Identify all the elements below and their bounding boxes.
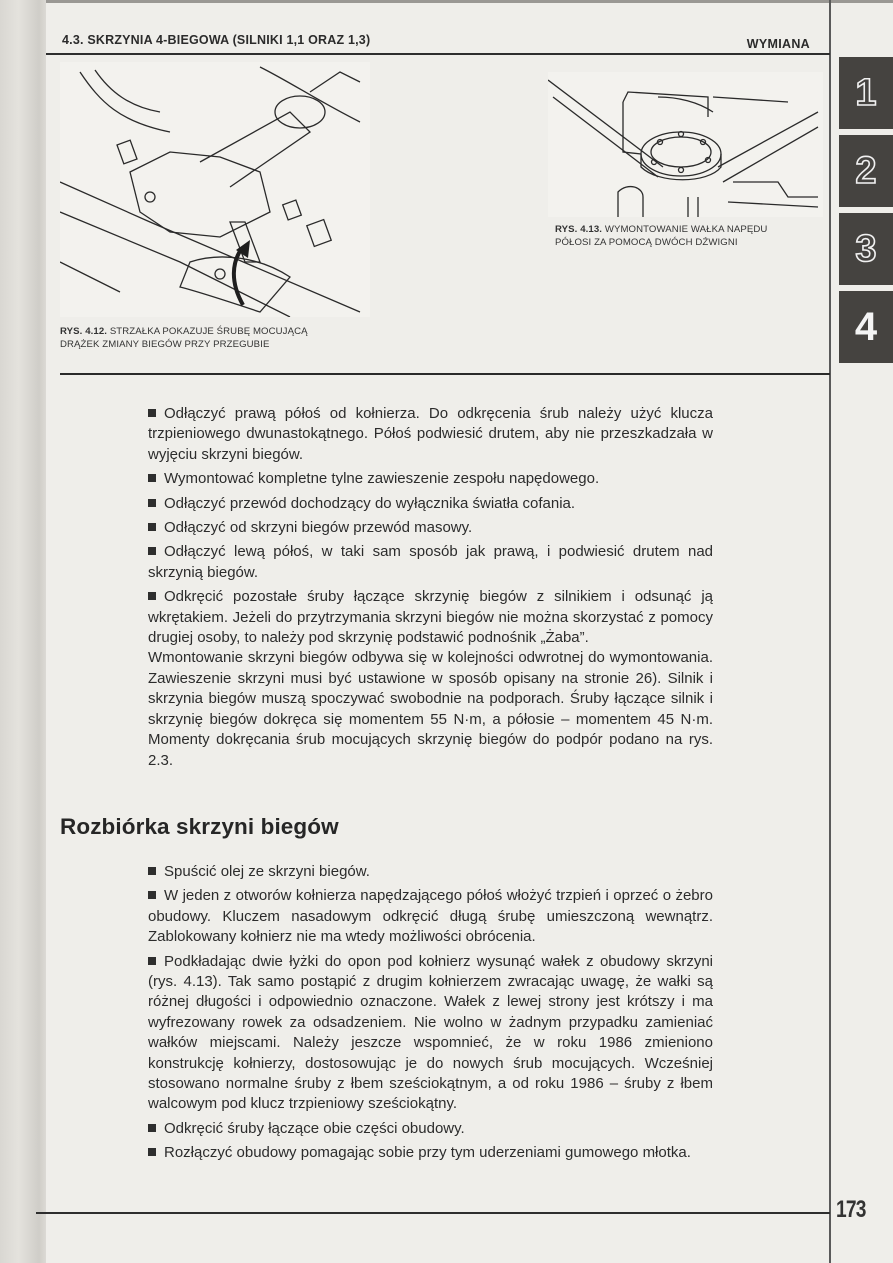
- caption-line: STRZAŁKA POKAZUJE ŚRUBĘ MOCUJĄCĄ: [109, 326, 308, 337]
- figure-4-12-caption: [60, 325, 308, 351]
- drive-shaft-levers-drawing-icon: [548, 72, 823, 217]
- chapter-tabs: [839, 57, 893, 369]
- figures-divider: [60, 373, 830, 375]
- header-divider: [46, 53, 830, 55]
- step-item: [148, 518, 713, 538]
- chapter-tab-1[interactable]: 1: [839, 57, 893, 129]
- gear-shift-joint-drawing-icon: [60, 62, 370, 317]
- square-bullet-icon: [148, 867, 156, 875]
- step-item: [148, 1143, 713, 1163]
- step-text: W jeden z otworów kołnierza napędzającego półoś włożyć trzpień i oprzeć o żebro obudowy. Kluczem nasadowym odkręcić długą śrubę umieszczoną wewnątrz. Zablokowany kołnierz nie ma wtedy możliwości obrócenia.: [148, 887, 713, 946]
- square-bullet-icon: [148, 1124, 156, 1132]
- figure-4-12-illustration: [60, 62, 370, 317]
- step-item: [148, 494, 713, 514]
- footer-divider: [36, 1212, 830, 1214]
- square-bullet-icon: [148, 474, 156, 482]
- square-bullet-icon: [148, 547, 156, 555]
- chapter-tab-4-active[interactable]: 4: [839, 291, 893, 363]
- page-top-edge: [46, 0, 893, 3]
- step-item: [148, 886, 713, 947]
- step-text: Wymontować kompletne tylne zawieszenie zespołu napędowego.: [164, 470, 600, 488]
- square-bullet-icon: [148, 891, 156, 899]
- binding-gutter: [0, 0, 46, 1263]
- figure-4-13-illustration: [548, 72, 823, 217]
- page-right-border: [829, 0, 831, 1263]
- square-bullet-icon: [148, 1148, 156, 1156]
- chapter-tab-2[interactable]: 2: [839, 135, 893, 207]
- caption-line: PÓŁOSI ZA POMOCĄ DWÓCH DŹWIGNI: [555, 237, 738, 248]
- square-bullet-icon: [148, 957, 156, 965]
- figure-number: RYS. 4.12.: [60, 326, 108, 337]
- caption-line: WYMONTOWANIE WAŁKA NAPĘDU: [604, 224, 768, 235]
- chapter-tab-3[interactable]: 3: [839, 213, 893, 285]
- step-item: [148, 952, 713, 1115]
- step-text: Podkładając dwie łyżki do opon pod kołnierz wysunąć wałek z obudowy skrzyni (rys. 4.13). Tak samo postąpić z drugim kołnierzem zwracając uwagę, że wałki są różnej długości i odpowiednio oznaczone. Wałek z lewej strony jest krótszy i ma wyfrezowany rowek za odsadzeniem. Nie wolno w żadnym przypadku zamieniać wałków miejscami. Należy jeszcze wspomnieć, że w roku 1986 zmieniono konstrukcję kołnierzy, dostosowując je do nowych śrub mocujących. Wcześniej stosowano normalne śruby z łbem sześciokątnym, a od roku 1986 – śruby z łbem walcowym pod klucz trzpieniowy sześciokątny.: [148, 952, 713, 1113]
- step-item: [148, 404, 713, 465]
- step-text: Odkręcić pozostałe śruby łączące skrzynię biegów z silnikiem i odsunąć ją wkrętakiem. Jeżeli do przytrzymania skrzyni biegów nie można skorzystać z pomocy drugiej osoby, to należy pod skrzynię podstawić podnośnik „Żaba”.: [148, 588, 713, 647]
- chapter-title: 4.3. SKRZYNIA 4-BIEGOWA (SILNIKI 1,1 ORAZ 1,3): [62, 33, 371, 47]
- step-text: Odłączyć prawą półoś od kołnierza. Do odkręcenia śrub należy użyć klucza trzpieniowego dwunastokątnego. Półoś podwiesić drutem, aby nie przeszkadzała w wyjęciu skrzyni biegów.: [148, 405, 713, 463]
- removal-instructions: [148, 404, 713, 775]
- step-text: Odłączyć przewód dochodzący do wyłącznika światła cofania.: [164, 494, 576, 512]
- step-item: [148, 469, 713, 489]
- square-bullet-icon: [148, 409, 156, 417]
- square-bullet-icon: [148, 523, 156, 531]
- step-item: [148, 587, 713, 648]
- step-item: [148, 862, 713, 882]
- page-number: 173: [836, 1196, 866, 1223]
- step-text: Odłączyć od skrzyni biegów przewód masowy.: [164, 519, 473, 537]
- step-text: Rozłączyć obudowy pomagając sobie przy tym uderzeniami gumowego młotka.: [164, 1144, 691, 1162]
- section-heading: Rozbiórka skrzyni biegów: [60, 814, 339, 839]
- disassembly-instructions: [148, 862, 713, 1168]
- square-bullet-icon: [148, 499, 156, 507]
- section-label: WYMIANA: [746, 37, 810, 51]
- step-text: Spuścić olej ze skrzyni biegów.: [164, 863, 370, 880]
- step-text: Odłączyć lewą półoś, w taki sam sposób jak prawą, i podwiesić drutem nad skrzynią biegów.: [148, 543, 713, 581]
- step-item: [148, 1119, 713, 1139]
- square-bullet-icon: [148, 592, 156, 600]
- caption-line: DRĄŻEK ZMIANY BIEGÓW PRZY PRZEGUBIE: [60, 339, 270, 350]
- installation-paragraph: Wmontowanie skrzyni biegów odbywa się w kolejności odwrotnej do wymontowania. Zawieszenie skrzyni musi być ustawione w sposób opisany na stronie 26). Silnik i skrzynia biegów muszą spoczywać swobodnie na podporach. Śruby łączące silnik i skrzynię biegów dokręca się momentem 55 N·m, a półosie – momentem 45 N·m. Momenty dokręcania śrub mocujących skrzynię biegów do podpór podano na rys. 2.3.: [148, 649, 713, 769]
- step-item: [148, 542, 713, 583]
- figure-number: RYS. 4.13.: [555, 224, 603, 235]
- step-text: Odkręcić śruby łączące obie części obudowy.: [164, 1119, 465, 1137]
- figure-4-13-caption: [555, 223, 767, 249]
